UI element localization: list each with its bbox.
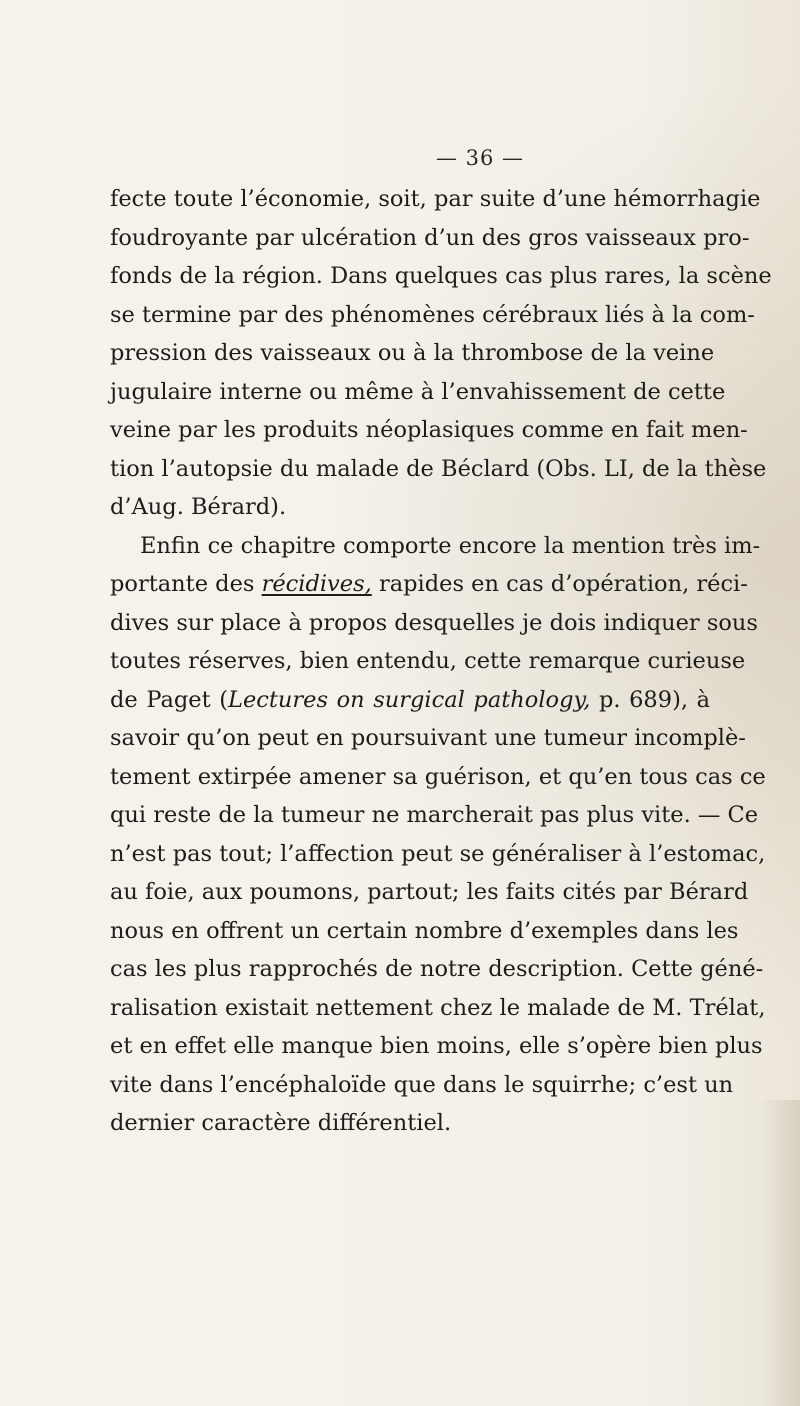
emphasis-recidives: récidives, — [261, 571, 372, 597]
text-line: tion l’autopsie du malade de Béclard (Obs. LI, de la thèse — [110, 455, 767, 482]
text-line: portante des récidives, rapides en cas d’opération, réci- — [110, 571, 748, 597]
text-line: fecte toute l’économie, soit, par suite d’une hémorrhagie — [110, 186, 761, 212]
text-line: ralisation existait nettement chez le malade de M. Trélat, — [110, 994, 766, 1021]
text-line: tement extirpée amener sa guérison, et qu’en tous cas ce — [110, 763, 766, 790]
text-line: de Paget (Lectures on surgical pathology, p. 689), à — [110, 686, 711, 713]
paper-stain — [760, 1100, 800, 1406]
text-line: pression des vaisseaux ou à la thrombose de la veine — [110, 340, 715, 366]
text-line: foudroyante par ulcération d’un des gros vaisseaux pro- — [110, 224, 750, 251]
text-line: nous en offrent un certain nombre d’exemples dans les — [110, 917, 739, 944]
text-line: n’est pas tout; l’affection peut se généraliser à l’estomac, — [110, 840, 766, 867]
text-line: se termine par des phénomènes cérébraux liés à la com- — [110, 301, 755, 328]
text-line: savoir qu’on peut en poursuivant une tumeur incomplè- — [110, 725, 746, 751]
text-line: cas les plus rapprochés de notre description. Cette géné- — [110, 956, 764, 982]
paragraph-start-line: Enfin ce chapitre comporte encore la mention très im- — [140, 532, 761, 559]
text-line: jugulaire interne ou même à l’envahissement de cette — [110, 378, 726, 405]
text-line: vite dans l’encéphaloïde que dans le squirrhe; c’est un — [110, 1071, 734, 1098]
text-line: fonds de la région. Dans quelques cas plus rares, la scène — [110, 263, 772, 289]
text-line: d’Aug. Bérard). — [110, 494, 287, 520]
text-line: qui reste de la tumeur ne marcherait pas plus vite. — Ce — [110, 802, 759, 828]
text-line: toutes réserves, bien entendu, cette remarque curieuse — [110, 648, 746, 674]
text-line: et en effet elle manque bien moins, elle s’opère bien plus — [110, 1033, 763, 1059]
text-line: veine par les produits néoplasiques comme en fait men- — [110, 417, 748, 443]
body-text — [110, 180, 772, 1143]
text-line: au foie, aux poumons, partout; les faits cités par Bérard — [110, 879, 749, 905]
emphasis-book-title: Lectures on surgical pathology, — [228, 686, 591, 713]
text-line: dernier caractère différentiel. — [110, 1110, 452, 1136]
text-line: dives sur place à propos desquelles je dois indiquer sous — [110, 609, 758, 636]
page-number: — 36 — — [435, 146, 525, 170]
